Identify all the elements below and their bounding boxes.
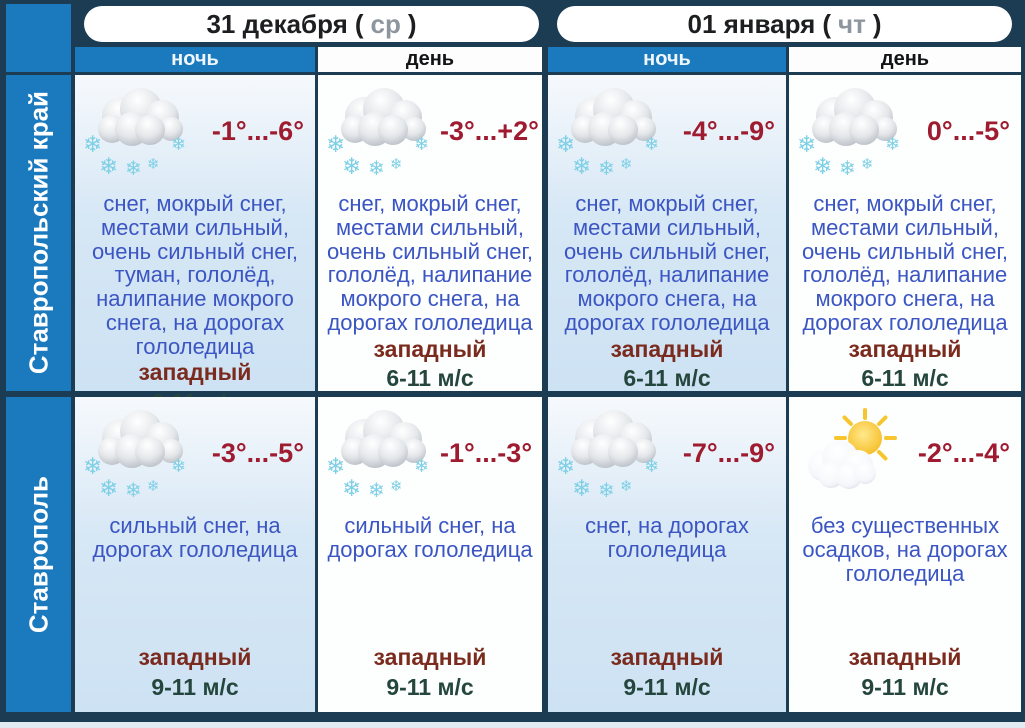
- paren-open: (: [354, 8, 364, 39]
- paren-close: ): [407, 8, 417, 39]
- wind-block: [556, 335, 778, 394]
- region-label: Ставропольский край: [22, 91, 53, 375]
- wind-speed: 6-11 м/с: [386, 364, 474, 391]
- cell-top: [556, 83, 778, 179]
- temperature: -1°...-3°: [440, 437, 533, 468]
- wind-direction: западный: [610, 335, 724, 362]
- temperature: -3°...-5°: [211, 437, 304, 468]
- sun-behind-cloud-icon: [797, 406, 911, 500]
- weather-description: снег, мокрый снег, местами сильный, очень сильный снег, гололёд, налипание мокрого снега, на дорогах гололедица: [327, 191, 533, 335]
- weather-description: снег, мокрый снег, местами сильный, очень сильный снег, туман, гололёд, налипание мокрого снега, на дорогах гололедица: [92, 191, 298, 359]
- snow-cloud-icon: [556, 84, 670, 178]
- wind-block: [326, 643, 534, 702]
- snow-cloud-icon: [326, 84, 440, 178]
- cell-top: [326, 405, 534, 501]
- paren-open: (: [822, 8, 831, 39]
- weather-description: сильный снег, на дорогах гололедица: [92, 513, 298, 562]
- cell-top: [556, 405, 778, 501]
- snow-cloud-icon: [326, 406, 440, 500]
- wind-direction: западный: [373, 644, 487, 671]
- date-pill: [557, 6, 1012, 42]
- forecast-cell-krai-jan01-night: [548, 75, 789, 397]
- temperature: -4°...-9°: [682, 115, 775, 146]
- snow-cloud-icon: [83, 406, 197, 500]
- wind-block: [83, 643, 307, 702]
- corner-cell: [6, 4, 75, 75]
- temperature: -2°...-4°: [917, 437, 1010, 468]
- temperature: -3°...+2°: [440, 115, 539, 146]
- weekday-label: чт: [838, 8, 866, 39]
- cell-top: [83, 83, 307, 179]
- snow-cloud-icon: [556, 406, 670, 500]
- forecast-cell-stavropol-dec31-night: [75, 397, 318, 712]
- wind-block: [797, 643, 1013, 702]
- forecast-cell-krai-dec31-day: [318, 75, 548, 397]
- snow-cloud-icon: [797, 84, 911, 178]
- wind-direction: западный: [373, 335, 487, 362]
- weather-description: снег, на дорогах гололедица: [585, 513, 749, 562]
- subheader-day-1: день: [318, 47, 548, 75]
- forecast-cell-krai-dec31-night: [75, 75, 318, 397]
- date-label: 31 декабря: [206, 8, 348, 39]
- forecast-cell-stavropol-jan01-night: [548, 397, 789, 712]
- weather-description: снег, мокрый снег, местами сильный, очень сильный снег, гололёд, налипание мокрого снега, на дорогах гололедица: [564, 191, 770, 335]
- subheader-night-1: ночь: [75, 47, 318, 75]
- wind-block: [556, 643, 778, 702]
- weather-description: сильный снег, на дорогах гололедица: [327, 513, 533, 562]
- wind-speed: 6-11 м/с: [623, 364, 711, 391]
- date-header-jan01: [548, 4, 1021, 47]
- wind-direction: западный: [138, 359, 252, 386]
- region-label: Ставрополь: [22, 475, 53, 634]
- weather-description: без существенных осадков, на дорогах гололедица: [802, 513, 1008, 586]
- subheader-night-2: ночь: [548, 47, 789, 75]
- wind-speed: 9-11 м/с: [151, 673, 239, 700]
- wind-direction: западный: [138, 644, 252, 671]
- paren-close: ): [872, 8, 882, 39]
- temperature: 0°...-5°: [926, 115, 1010, 146]
- subheader-day-2: день: [789, 47, 1021, 75]
- forecast-cell-stavropol-jan01-day: [789, 397, 1021, 712]
- wind-direction: западный: [848, 644, 962, 671]
- snow-cloud-icon: [83, 84, 197, 178]
- wind-speed: 9-11 м/с: [386, 673, 474, 700]
- wind-direction: западный: [848, 335, 962, 362]
- sidebar-region-stavropol: [6, 397, 75, 712]
- temperature: -7°...-9°: [682, 437, 775, 468]
- forecast-cell-stavropol-dec31-day: [318, 397, 548, 712]
- wind-block: [797, 335, 1013, 394]
- cell-top: [797, 405, 1013, 501]
- wind-direction: западный: [610, 644, 724, 671]
- temperature: -1°...-6°: [211, 115, 304, 146]
- forecast-cell-krai-jan01-day: [789, 75, 1021, 397]
- date-pill: [84, 6, 539, 42]
- date-label: 01 января: [687, 8, 816, 39]
- date-header-dec31: [75, 4, 548, 47]
- weekday-label: ср: [370, 8, 401, 39]
- cell-top: [797, 83, 1013, 179]
- wind-speed: 9-11 м/с: [861, 673, 949, 700]
- wind-speed: 6-11 м/с: [861, 364, 949, 391]
- cell-top: [83, 405, 307, 501]
- cell-top: [326, 83, 539, 179]
- wind-block: [326, 335, 534, 394]
- wind-speed: 9-11 м/с: [623, 673, 711, 700]
- sidebar-region-stavropolsky-krai: [6, 75, 75, 397]
- weather-description: снег, мокрый снег, местами сильный, очень сильный снег, гололёд, налипание мокрого снега, на дорогах гололедица: [802, 191, 1008, 335]
